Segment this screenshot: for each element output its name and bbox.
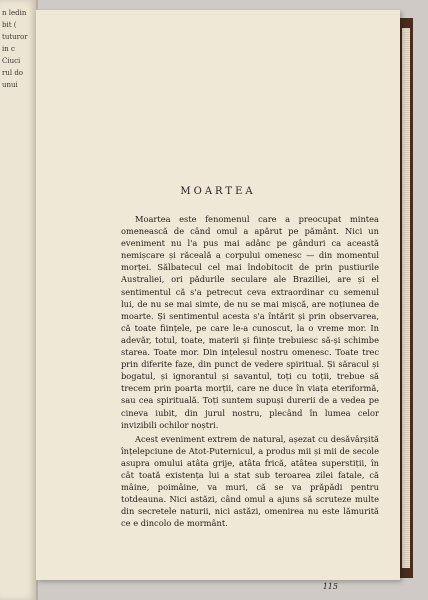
paragraph: Acest eveniment extrem de natural, așezat cu desăvârșită înțelepciune de Atot-Puternicul, a produs mii și mii de secole asupra omului atâta grije, atâta frică, atâtea superstiții, în cât toată existența lui a stat sub teroarea zilei fatale, că mâine, poimâine, va muri, că se va prăpădi pentru totdeauna. Nici astăzi, când omul a ajuns să scruteze multe din secretele naturii, nici astăzi, omenirea nu este lămurită ce e dincolo de mormânt. — [121, 433, 379, 529]
book-page — [36, 10, 400, 591]
page-number: 115 — [322, 582, 338, 591]
paragraph: Moartea este fenomenul care a preocupat mintea omenească de când omul a apărut pe pământ. Nici un eveniment nu l'a pus mai adânc pe gânduri ca această nemișcare și răceală a corpului omenesc — din momentul morței. Sălbatecul cel mai îndobitocit de prin pustiurile Australiei, ori pădurile seculare ale Braziliei, are și el sentimentul că s'a petrecut ceva extraordinar cu semenul lui, de nu se mai simte, de nu se mai mișcă, are noțiunea de moarte. Și sentimentul acesta s'a întărit și prin observarea, că toate ființele, pe care le-a cunoscut, la o vreme mor. In adevăr, totul, toate, materii și ființe trebuiesc să-și schimbe starea. Toate mor. Din ințelesul nostru omenesc. Toate trec prin diferite faze, din punct de vedere spiritual. Și săracul și bogatul, și ignorantul și savantul, toți cu toții, trebue să trecem prin poarta morții, care ne duce în viața eteriformă, sau cea spirituală. Toți suntem supuși durerii de a vedea pe cineva iubit, din jurul nostru, plecând în lumea celor invizibili ochilor noștri. — [121, 214, 379, 430]
page-block-edge — [402, 28, 410, 568]
left-page-fragment: n ledin — [2, 9, 27, 17]
left-page-fragment: unui — [2, 81, 18, 89]
left-page-fragment: bit ( — [2, 21, 17, 29]
body-text — [121, 213, 379, 529]
left-page-fragment: rul do — [2, 69, 24, 77]
chapter-title: MOARTEA — [180, 186, 256, 197]
left-page-fragment: Ciuci — [2, 57, 21, 65]
left-page-fragment: tuturor — [2, 33, 28, 41]
left-page-edge — [0, 0, 38, 600]
left-page-fragment: in c — [2, 45, 15, 53]
